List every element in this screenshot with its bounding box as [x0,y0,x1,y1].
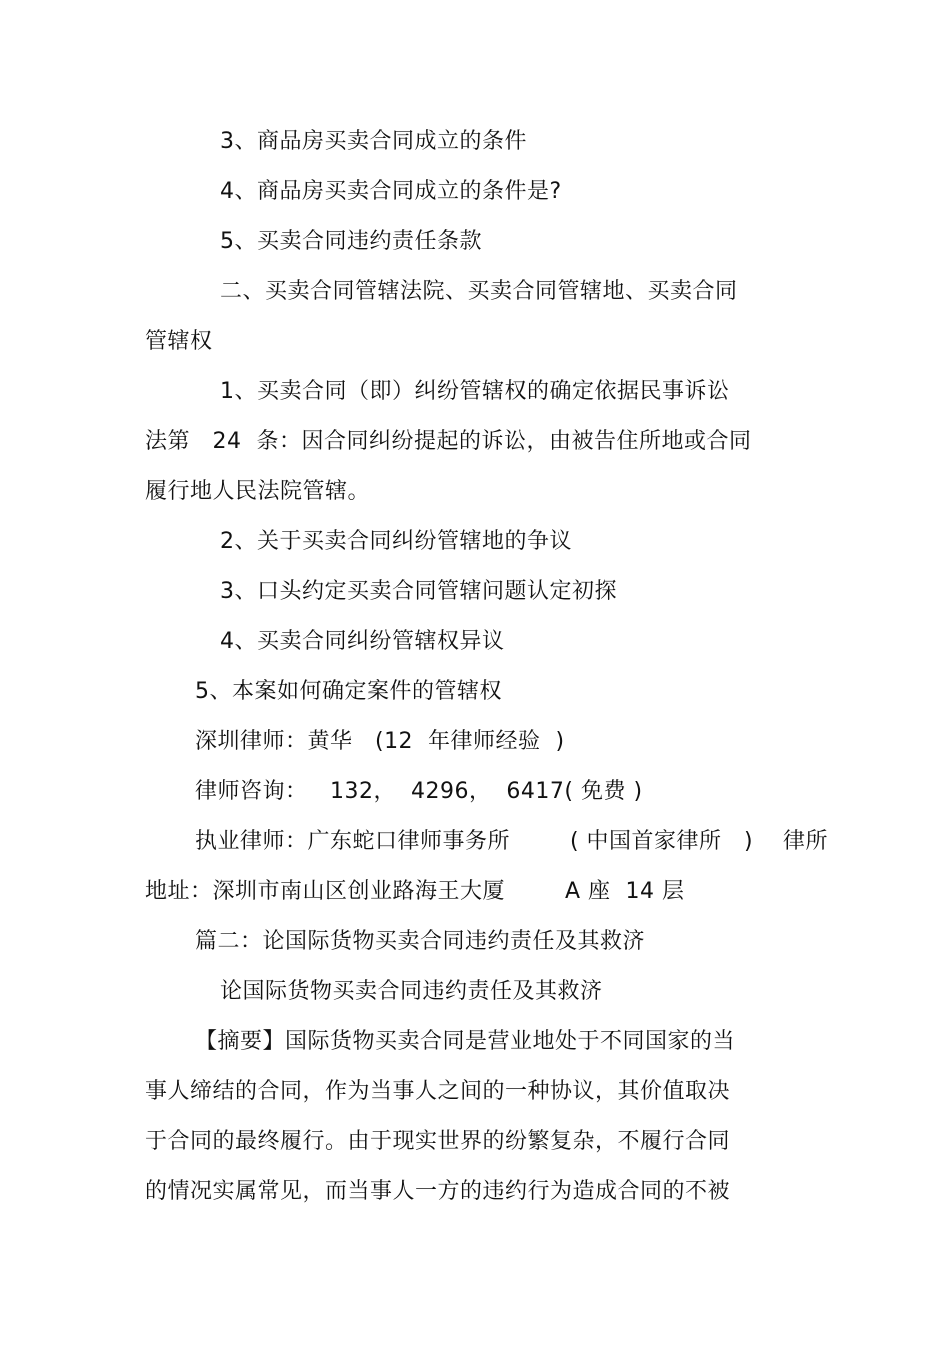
list-item: 5、本案如何确定案件的管辖权 [195,679,502,704]
list-item: 4、商品房买卖合同成立的条件是? [220,179,562,204]
section-heading: 二、买卖合同管辖法院、买卖合同管辖地、买卖合同 [220,279,738,304]
lawyer-address: 地址：深圳市南山区创业路海王大厦 A 座 14 层 [145,879,685,904]
list-item: 2、关于买卖合同纠纷管辖地的争议 [220,529,572,554]
lawyer-consult: 律师咨询： 132， 4296， 6417( 免费 ) [195,779,643,804]
paragraph-line: 履行地人民法院管辖。 [145,479,371,504]
lawyer-firm: 执业律师：广东蛇口律师事务所 ( 中国首家律所 ) 律所 [195,829,829,854]
article-title: 论国际货物买卖合同违约责任及其救济 [220,979,603,1004]
list-item: 3、口头约定买卖合同管辖问题认定初探 [220,579,617,604]
section-heading-continuation: 管辖权 [145,329,213,354]
paragraph-line: 1、买卖合同（即）纠纷管辖权的确定依据民事诉讼 [220,379,730,404]
list-item: 3、商品房买卖合同成立的条件 [220,129,527,154]
abstract-line: 的情况实属常见，而当事人一方的违约行为造成合同的不被 [145,1179,731,1204]
list-item: 4、买卖合同纠纷管辖权异议 [220,629,505,654]
abstract-line: 事人缔结的合同，作为当事人之间的一种协议，其价值取决 [145,1079,731,1104]
lawyer-name: 深圳律师：黄华 (12 年律师经验 ) [195,729,565,754]
abstract-line: 于合同的最终履行。由于现实世界的纷繁复杂，不履行合同 [145,1129,731,1154]
part-heading: 篇二：论国际货物买卖合同违约责任及其救济 [195,929,646,954]
paragraph-line: 法第 24 条：因合同纠纷提起的诉讼，由被告住所地或合同 [145,429,752,454]
list-item: 5、买卖合同违约责任条款 [220,229,482,254]
abstract-line: 【摘要】国际货物买卖合同是营业地处于不同国家的当 [195,1029,736,1054]
